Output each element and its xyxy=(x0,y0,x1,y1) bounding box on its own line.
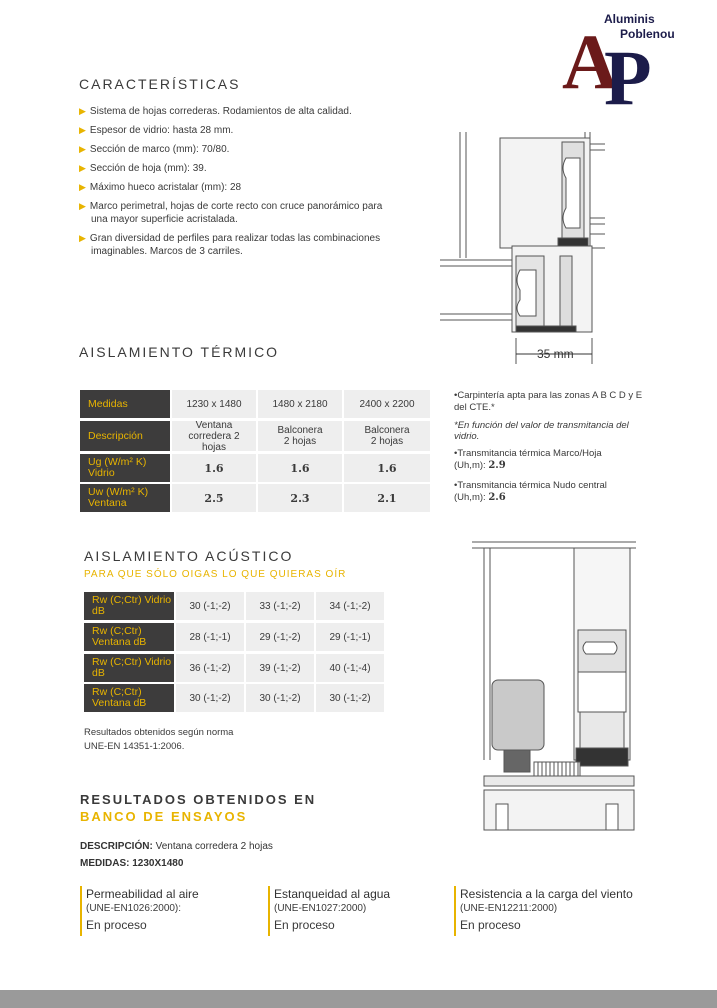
feature-item: ▶ Sección de marco (mm): 70/80. xyxy=(79,144,230,155)
column-divider xyxy=(80,886,82,936)
dimension-label: 35 mm xyxy=(537,347,574,361)
note-nudo-value: (Uh,m): 2.6 xyxy=(454,492,506,503)
bullet-icon: • xyxy=(454,480,458,491)
note-nudo: •Transmitancia térmica Nudo central xyxy=(454,480,607,491)
termico-table xyxy=(80,390,430,512)
table-row-label: Rw (C;Ctr) Vidrio dB xyxy=(84,654,174,682)
acustico-subtitle: PARA QUE SÓLO OIGAS LO QUE QUIERAS OÍR xyxy=(84,569,347,580)
brand-logo xyxy=(560,8,710,108)
feature-item: ▶ Máximo hueco acristalar (mm): 28 xyxy=(79,182,242,193)
table-row-label: Rw (C;Ctr) Ventana dB xyxy=(84,623,174,651)
column-divider xyxy=(454,886,456,936)
bullet-icon: ▶ xyxy=(79,144,86,154)
table-row-label: Uw (W/m² K) Ventana xyxy=(80,484,170,512)
table-cell: 1.6 xyxy=(172,454,256,482)
footer-band xyxy=(0,990,717,1008)
bullet-icon: ▶ xyxy=(79,106,86,116)
logo-line1: Aluminis xyxy=(604,12,655,26)
table-cell: 1.6 xyxy=(258,454,342,482)
ensayos-title-1: RESULTADOS OBTENIDOS EN xyxy=(80,792,317,807)
ensayo-col-aire: Permeabilidad al aire (UNE-EN1026:2000): En proceso xyxy=(86,887,199,932)
table-cell: 34 (-1;-2) xyxy=(316,592,384,620)
table-cell: Balconera 2 hojas xyxy=(258,421,342,451)
table-cell: 30 (-1;-2) xyxy=(246,684,314,712)
acustico-title: AISLAMIENTO ACÚSTICO xyxy=(84,548,294,564)
termico-title: AISLAMIENTO TÉRMICO xyxy=(79,344,280,360)
table-cell: 36 (-1;-2) xyxy=(176,654,244,682)
table-row-label: Medidas xyxy=(80,390,170,418)
ensayo-col-viento: Resistencia a la carga del viento (UNE-EN12211:2000) En proceso xyxy=(460,887,633,932)
bullet-icon: • xyxy=(454,448,458,459)
ensayo-col-agua: Estanqueidad al agua (UNE-EN1027:2000) En proceso xyxy=(274,887,391,932)
feature-item: ▶ Sección de hoja (mm): 39. xyxy=(79,163,207,174)
table-cell: 1.6 xyxy=(344,454,430,482)
feature-item: ▶ Espesor de vidrio: hasta 28 mm. xyxy=(79,125,234,136)
termico-notes xyxy=(450,390,650,504)
table-cell: 40 (-1;-4) xyxy=(316,654,384,682)
table-cell: 29 (-1;-1) xyxy=(316,623,384,651)
table-cell: 2.1 xyxy=(344,484,430,512)
table-cell: 2.3 xyxy=(258,484,342,512)
table-cell: 29 (-1;-2) xyxy=(246,623,314,651)
table-cell: Balconera 2 hojas xyxy=(344,421,430,451)
ensayos-medidas: MEDIDAS: 1230X1480 xyxy=(80,858,184,869)
caracteristicas-list xyxy=(79,105,399,258)
table-cell: 1480 x 2180 xyxy=(258,390,342,418)
table-row-label: Ug (W/m² K) Vidrio xyxy=(80,454,170,482)
column-divider xyxy=(268,886,270,936)
bullet-icon: ▶ xyxy=(79,163,86,173)
table-cell: 39 (-1;-2) xyxy=(246,654,314,682)
profile-section-drawing-top xyxy=(440,128,610,368)
table-cell: 28 (-1;-1) xyxy=(176,623,244,651)
table-row-label: Rw (C;Ctr) Vidrio dB xyxy=(84,592,174,620)
feature-item: ▶ Marco perimetral, hojas de corte recto con cruce panorámico para una mayor superficie acristalada. xyxy=(79,201,383,225)
table-cell: 2.5 xyxy=(172,484,256,512)
bullet-icon: ▶ xyxy=(79,201,86,211)
ensayos-description: DESCRIPCIÓN: Ventana corredera 2 hojas xyxy=(80,841,273,852)
logo-letter-a: A xyxy=(562,18,619,105)
bullet-icon: • xyxy=(454,390,458,401)
table-cell: 30 (-1;-2) xyxy=(176,592,244,620)
table-cell: 30 (-1;-2) xyxy=(176,684,244,712)
note-funcion: *En función del valor de transmitancia del vidrio. xyxy=(454,420,629,442)
bullet-icon: ▶ xyxy=(79,125,86,135)
note-marco-value: (Uh,m): 2.9 xyxy=(454,460,506,471)
bullet-icon: ▶ xyxy=(79,182,86,192)
acustico-table xyxy=(84,592,384,712)
table-row-label: Rw (C;Ctr) Ventana dB xyxy=(84,684,174,712)
logo-line2: Poblenou xyxy=(620,27,675,41)
feature-item: ▶ Sistema de hojas correderas. Rodamientos de alta calidad. xyxy=(79,106,352,117)
table-cell: 33 (-1;-2) xyxy=(246,592,314,620)
table-cell: 30 (-1;-2) xyxy=(316,684,384,712)
note-marco: •Transmitancia térmica Marco/Hoja xyxy=(454,448,602,459)
ensayos-title-2: BANCO DE ENSAYOS xyxy=(80,809,248,824)
table-cell: 2400 x 2200 xyxy=(344,390,430,418)
table-row-label: Descripción xyxy=(80,421,170,451)
profile-section-drawing-bottom xyxy=(466,540,646,840)
note-carpinteria: •Carpintería apta para las zonas A B C D y E del CTE.* xyxy=(454,390,643,413)
caracteristicas-title: CARACTERÍSTICAS xyxy=(79,76,241,92)
feature-item: ▶ Gran diversidad de perfiles para realizar todas las combinaciones imaginables. Marcos de 3 carriles. xyxy=(79,233,381,257)
logo-letter-p: P xyxy=(604,34,652,108)
table-cell: Ventana corredera 2 hojas xyxy=(172,421,256,451)
bullet-icon: ▶ xyxy=(79,233,86,243)
table-cell: 1230 x 1480 xyxy=(172,390,256,418)
acustico-note: Resultados obtenidos según norma UNE-EN 14351-1:2006. xyxy=(84,727,234,752)
